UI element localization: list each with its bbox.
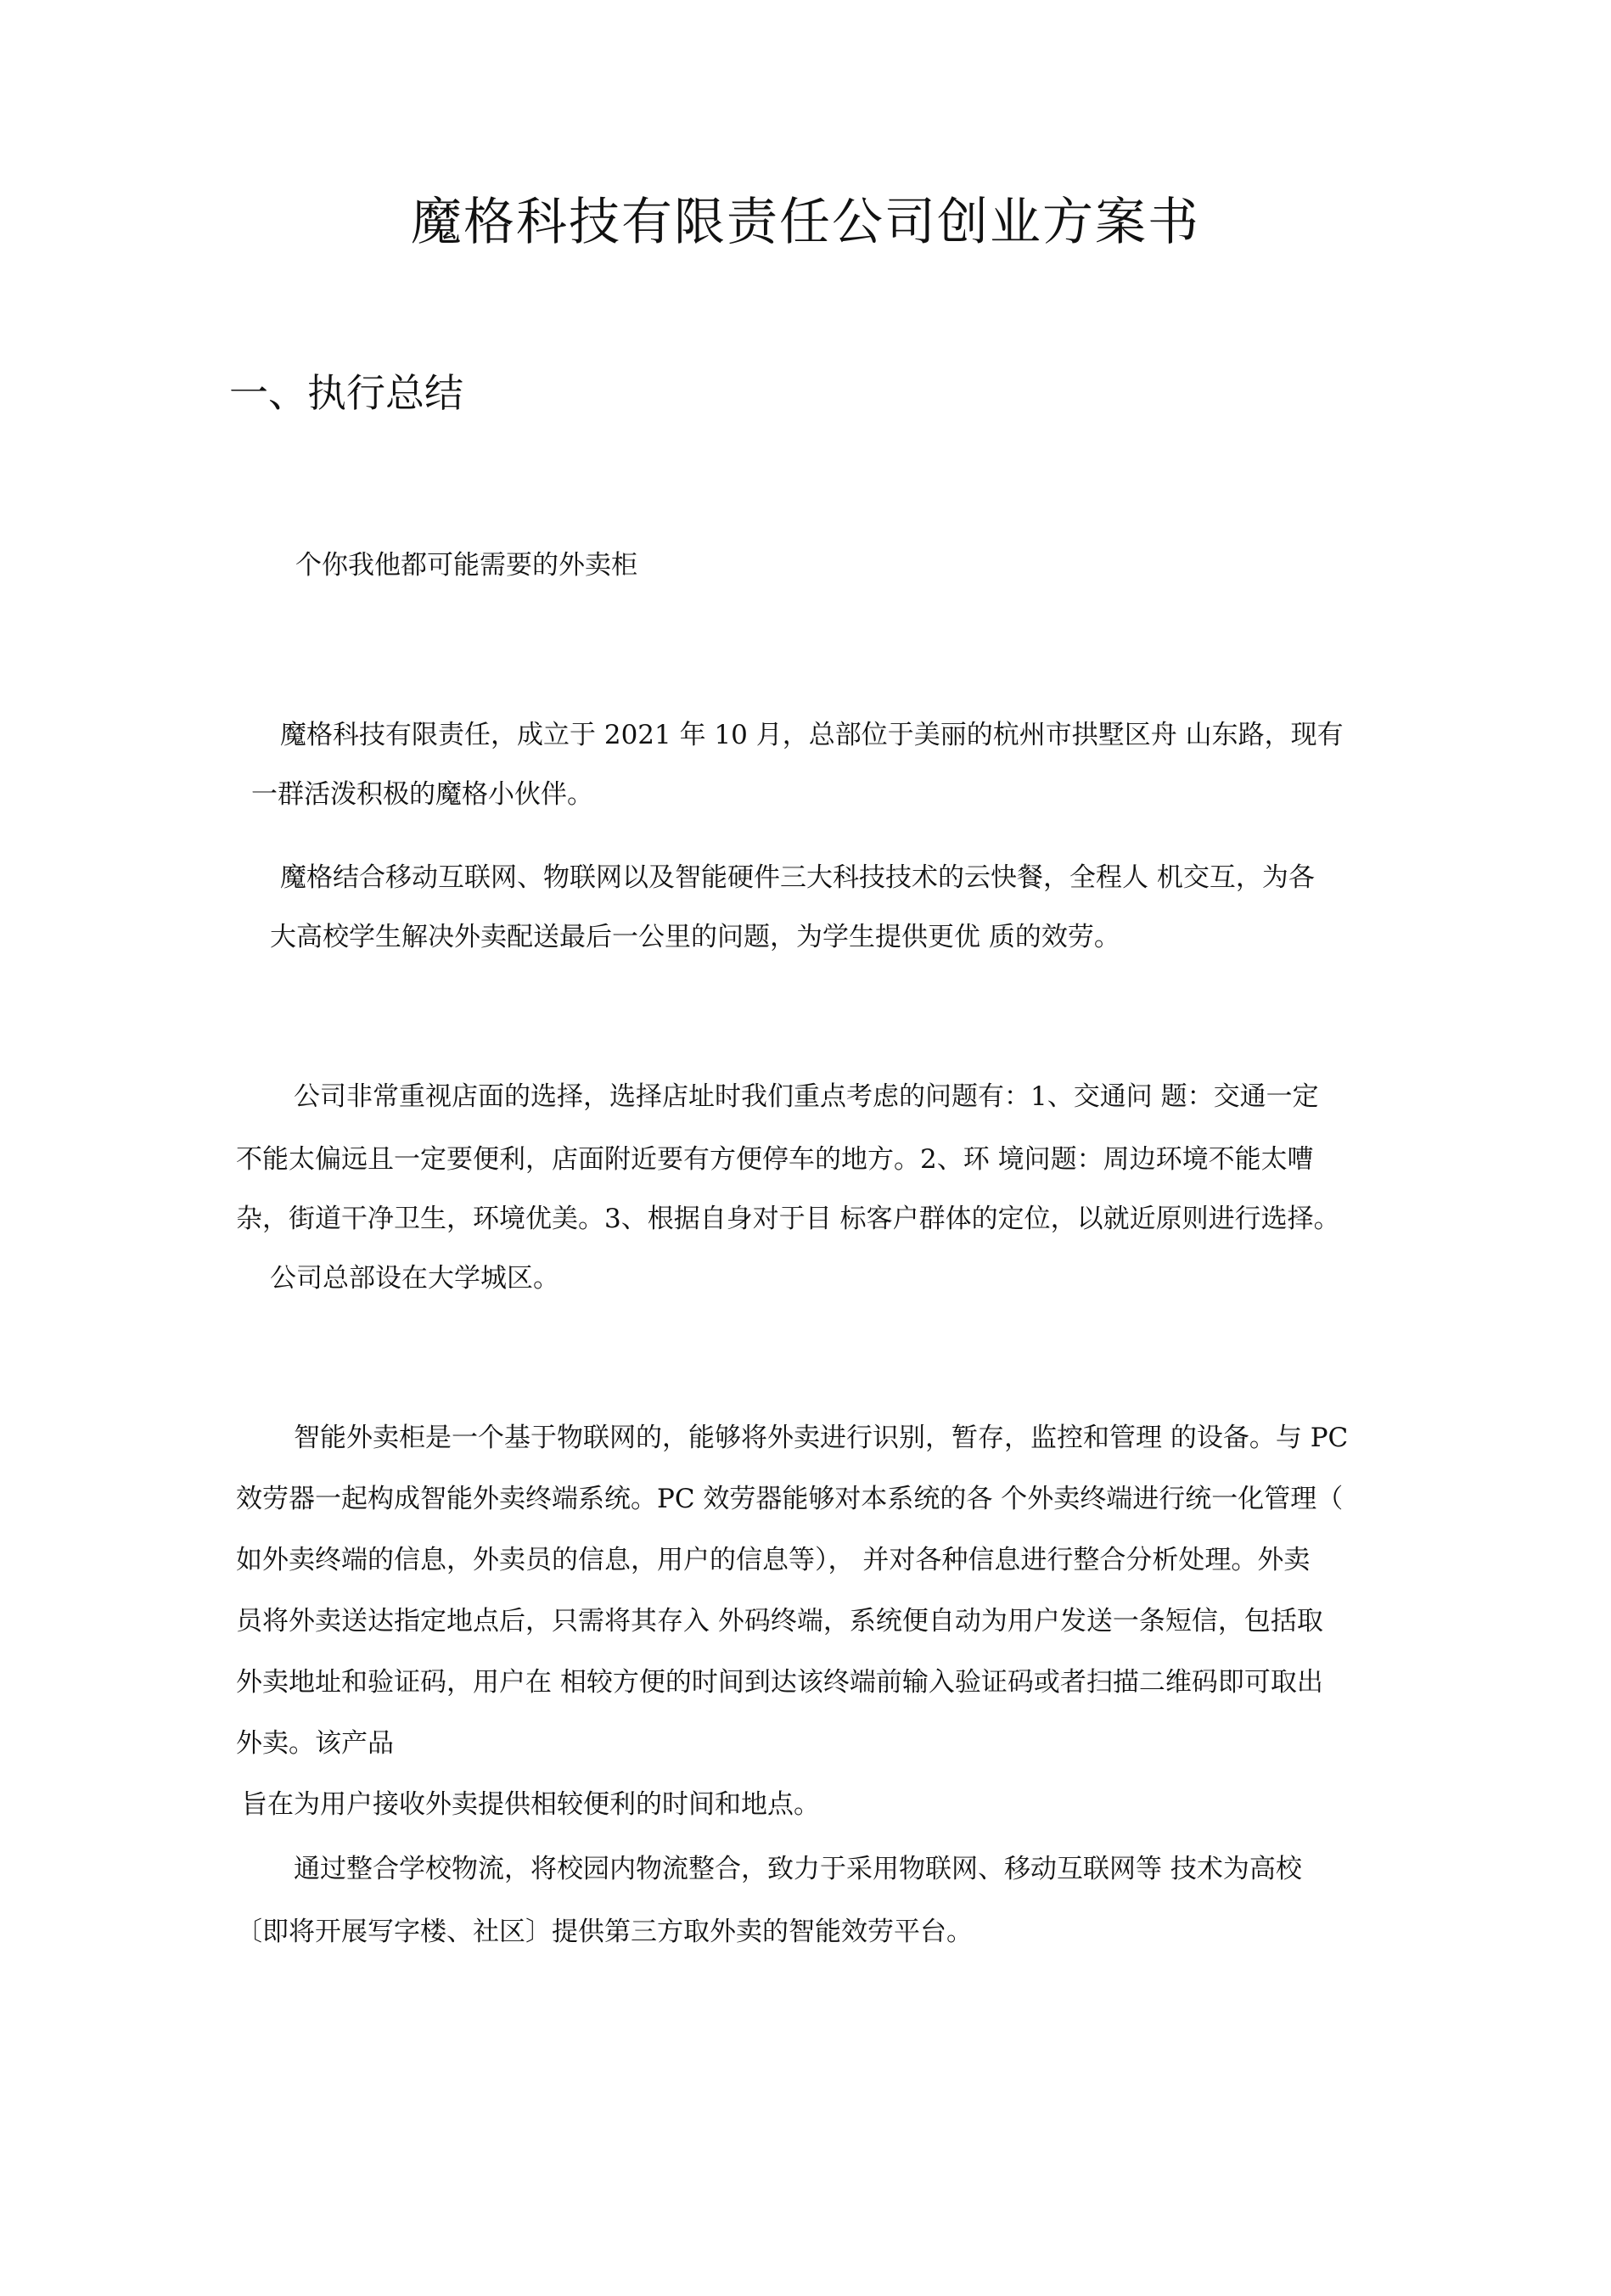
paragraph-line: 魔格结合移动互联网、物联网以及智能硬件三大科技技术的云快餐，全程人 机交互，为各 <box>280 862 1315 893</box>
paragraph-line: 如外卖终端的信息，外卖员的信息，用户的信息等）， 并对各种信息进行整合分析处理。外卖 <box>236 1545 1311 1575</box>
paragraph-line: 旨在为用户接收外卖提供相较便利的时间和地点。 <box>241 1789 820 1820</box>
section-heading: 一、执行总结 <box>229 370 463 416</box>
paragraph-line: 公司总部设在大学城区。 <box>270 1263 559 1294</box>
document-title: 魔格科技有限责任公司创业方案书 <box>411 193 1200 252</box>
tagline: 个你我他都可能需要的外卖柜 <box>295 550 637 581</box>
paragraph-line: 不能太偏远且一定要便利，店面附近要有方便停车的地方。2、环 境问题：周边环境不能太嘈 <box>236 1144 1314 1175</box>
paragraph-line: 通过整合学校物流，将校园内物流整合，致力于采用物联网、移动互联网等 技术为高校 <box>294 1854 1302 1884</box>
paragraph-line: 杂，街道干净卫生，环境优美。3、根据自身对于目 标客户群体的定位，以就近原则进行选择。 <box>236 1204 1340 1234</box>
paragraph-line: 一群活泼积极的魔格小伙伴。 <box>251 779 593 810</box>
paragraph-line: 外卖地址和验证码，用户在 相较方便的时间到达该终端前输入验证码或者扫描二维码即可取出 <box>236 1667 1323 1698</box>
paragraph-line: 效劳器一起构成智能外卖终端系统。PC 效劳器能够对本系统的各 个外卖终端进行统一化管理（ <box>236 1484 1344 1514</box>
paragraph-line: 智能外卖柜是一个基于物联网的，能够将外卖进行识别，暂存，监控和管理 的设备。与 PC <box>294 1423 1349 1453</box>
paragraph-line: 大高校学生解决外卖配送最后一公里的问题，为学生提供更优 质的效劳。 <box>270 922 1120 952</box>
paragraph-line: 〔即将开展写字楼、社区〕提供第三方取外卖的智能效劳平台。 <box>236 1917 973 1947</box>
paragraph-line: 员将外卖送达指定地点后，只需将其存入 外码终端，系统便自动为用户发送一条短信，包括取 <box>236 1606 1323 1636</box>
paragraph-line: 外卖。该产品 <box>236 1728 394 1759</box>
paragraph-line: 公司非常重视店面的选择，选择店址时我们重点考虑的问题有：1、交通问 题：交通一定 <box>294 1081 1319 1112</box>
paragraph-line: 魔格科技有限责任，成立于 2021 年 10 月，总部位于美丽的杭州市拱墅区舟 山东路，现有 <box>280 720 1344 750</box>
